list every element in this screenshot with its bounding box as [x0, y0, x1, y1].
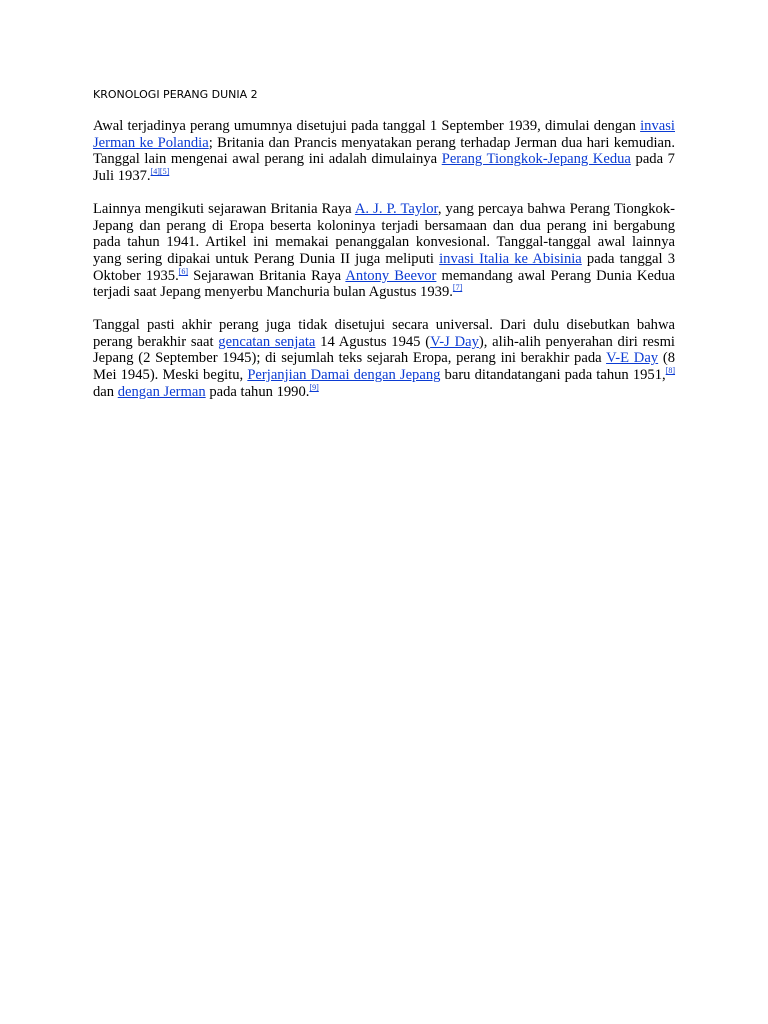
text: pada tahun 1990.	[205, 383, 310, 400]
text: ; Britania dan Prancis menyatakan perang terhadap Jerman dua hari kemudian. Tanggal lain mengenai awal perang ini adalah dimulainya	[93, 134, 675, 168]
link-ajp-taylor[interactable]: A. J. P. Taylor	[354, 200, 438, 217]
text: memandang awal Perang Dunia Kedua terjadi saat Jepang menyerbu Manchuria bulan Agustus 1939.	[93, 267, 675, 301]
citation-refs	[453, 283, 462, 292]
citation-link-6[interactable]: [6]	[178, 266, 189, 276]
text: 14 Agustus 1945 (	[315, 333, 431, 350]
link-perjanjian-damai-dengan-jepang[interactable]: Perjanjian Damai dengan Jepang	[247, 367, 441, 384]
text: dan	[93, 383, 118, 400]
link-invasi-italia-ke-abisinia[interactable]: invasi Italia ke Abisinia	[439, 250, 582, 267]
paragraph-3	[93, 317, 675, 401]
citation-refs	[151, 167, 170, 176]
text: pada tanggal 3 Oktober 1935.	[93, 250, 675, 284]
citation-refs	[666, 366, 675, 375]
paragraph-2	[93, 201, 675, 301]
citation-link-7[interactable]: [7]	[452, 283, 463, 293]
text: pada 7 Juli 1937.	[93, 151, 675, 185]
text: baru ditandatangani pada tahun 1951,	[440, 367, 666, 384]
text: Tanggal pasti akhir perang juga tidak disetujui secara universal. Dari dulu disebutkan bahwa perang berakhir saat	[93, 317, 675, 350]
link-dengan-jerman[interactable]: dengan Jerman	[117, 383, 206, 400]
link-antony-beevor[interactable]: Antony Beevor	[345, 267, 437, 284]
link-ve-day[interactable]: V-E Day	[606, 350, 659, 367]
link-perang-tiongkok-jepang-kedua[interactable]: Perang Tiongkok-Jepang Kedua	[441, 151, 631, 168]
link-gencatan-senjata[interactable]: gencatan senjata	[218, 333, 316, 350]
text: Awal terjadinya perang umumnya disetujui pada tanggal 1 September 1939, dimulai dengan	[93, 118, 641, 134]
citation-link-4[interactable]: [4]	[150, 167, 160, 177]
text: ), alih-alih penyerahan diri resmi Jepang (2 September 1945); di sejumlah teks sejarah Eropa, perang ini berakhir pada	[93, 333, 675, 367]
text: , yang percaya bahwa Perang Tiongkok-Jepang dan perang di Eropa beserta koloninya terjadi bersamaan dan dua perang ini bergabung pada tahun 1941. Artikel ini memakai penanggalan konvesional. Tanggal-tanggal awal lainnya yang sering dipakai untuk Perang Dunia II juga meliputi	[93, 200, 676, 267]
text: (8 Mei 1945). Meski begitu,	[93, 350, 675, 384]
link-invasi-jerman-ke-polandia[interactable]: invasi Jerman ke Polandia	[93, 118, 675, 151]
citation-link-8[interactable]: [8]	[665, 366, 676, 376]
link-vj-day[interactable]: V-J Day	[430, 333, 479, 350]
document-page	[93, 88, 675, 417]
citation-link-5[interactable]: [5]	[159, 167, 170, 177]
text: Sejarawan Britania Raya	[188, 267, 346, 284]
citation-refs	[179, 267, 188, 276]
citation-refs	[309, 383, 318, 392]
text: Lainnya mengikuti sejarawan Britania Raya	[93, 200, 355, 217]
citation-link-9[interactable]: [9]	[309, 382, 319, 392]
paragraph-1	[93, 118, 675, 185]
document-title: KRONOLOGI PERANG DUNIA 2	[93, 88, 258, 101]
